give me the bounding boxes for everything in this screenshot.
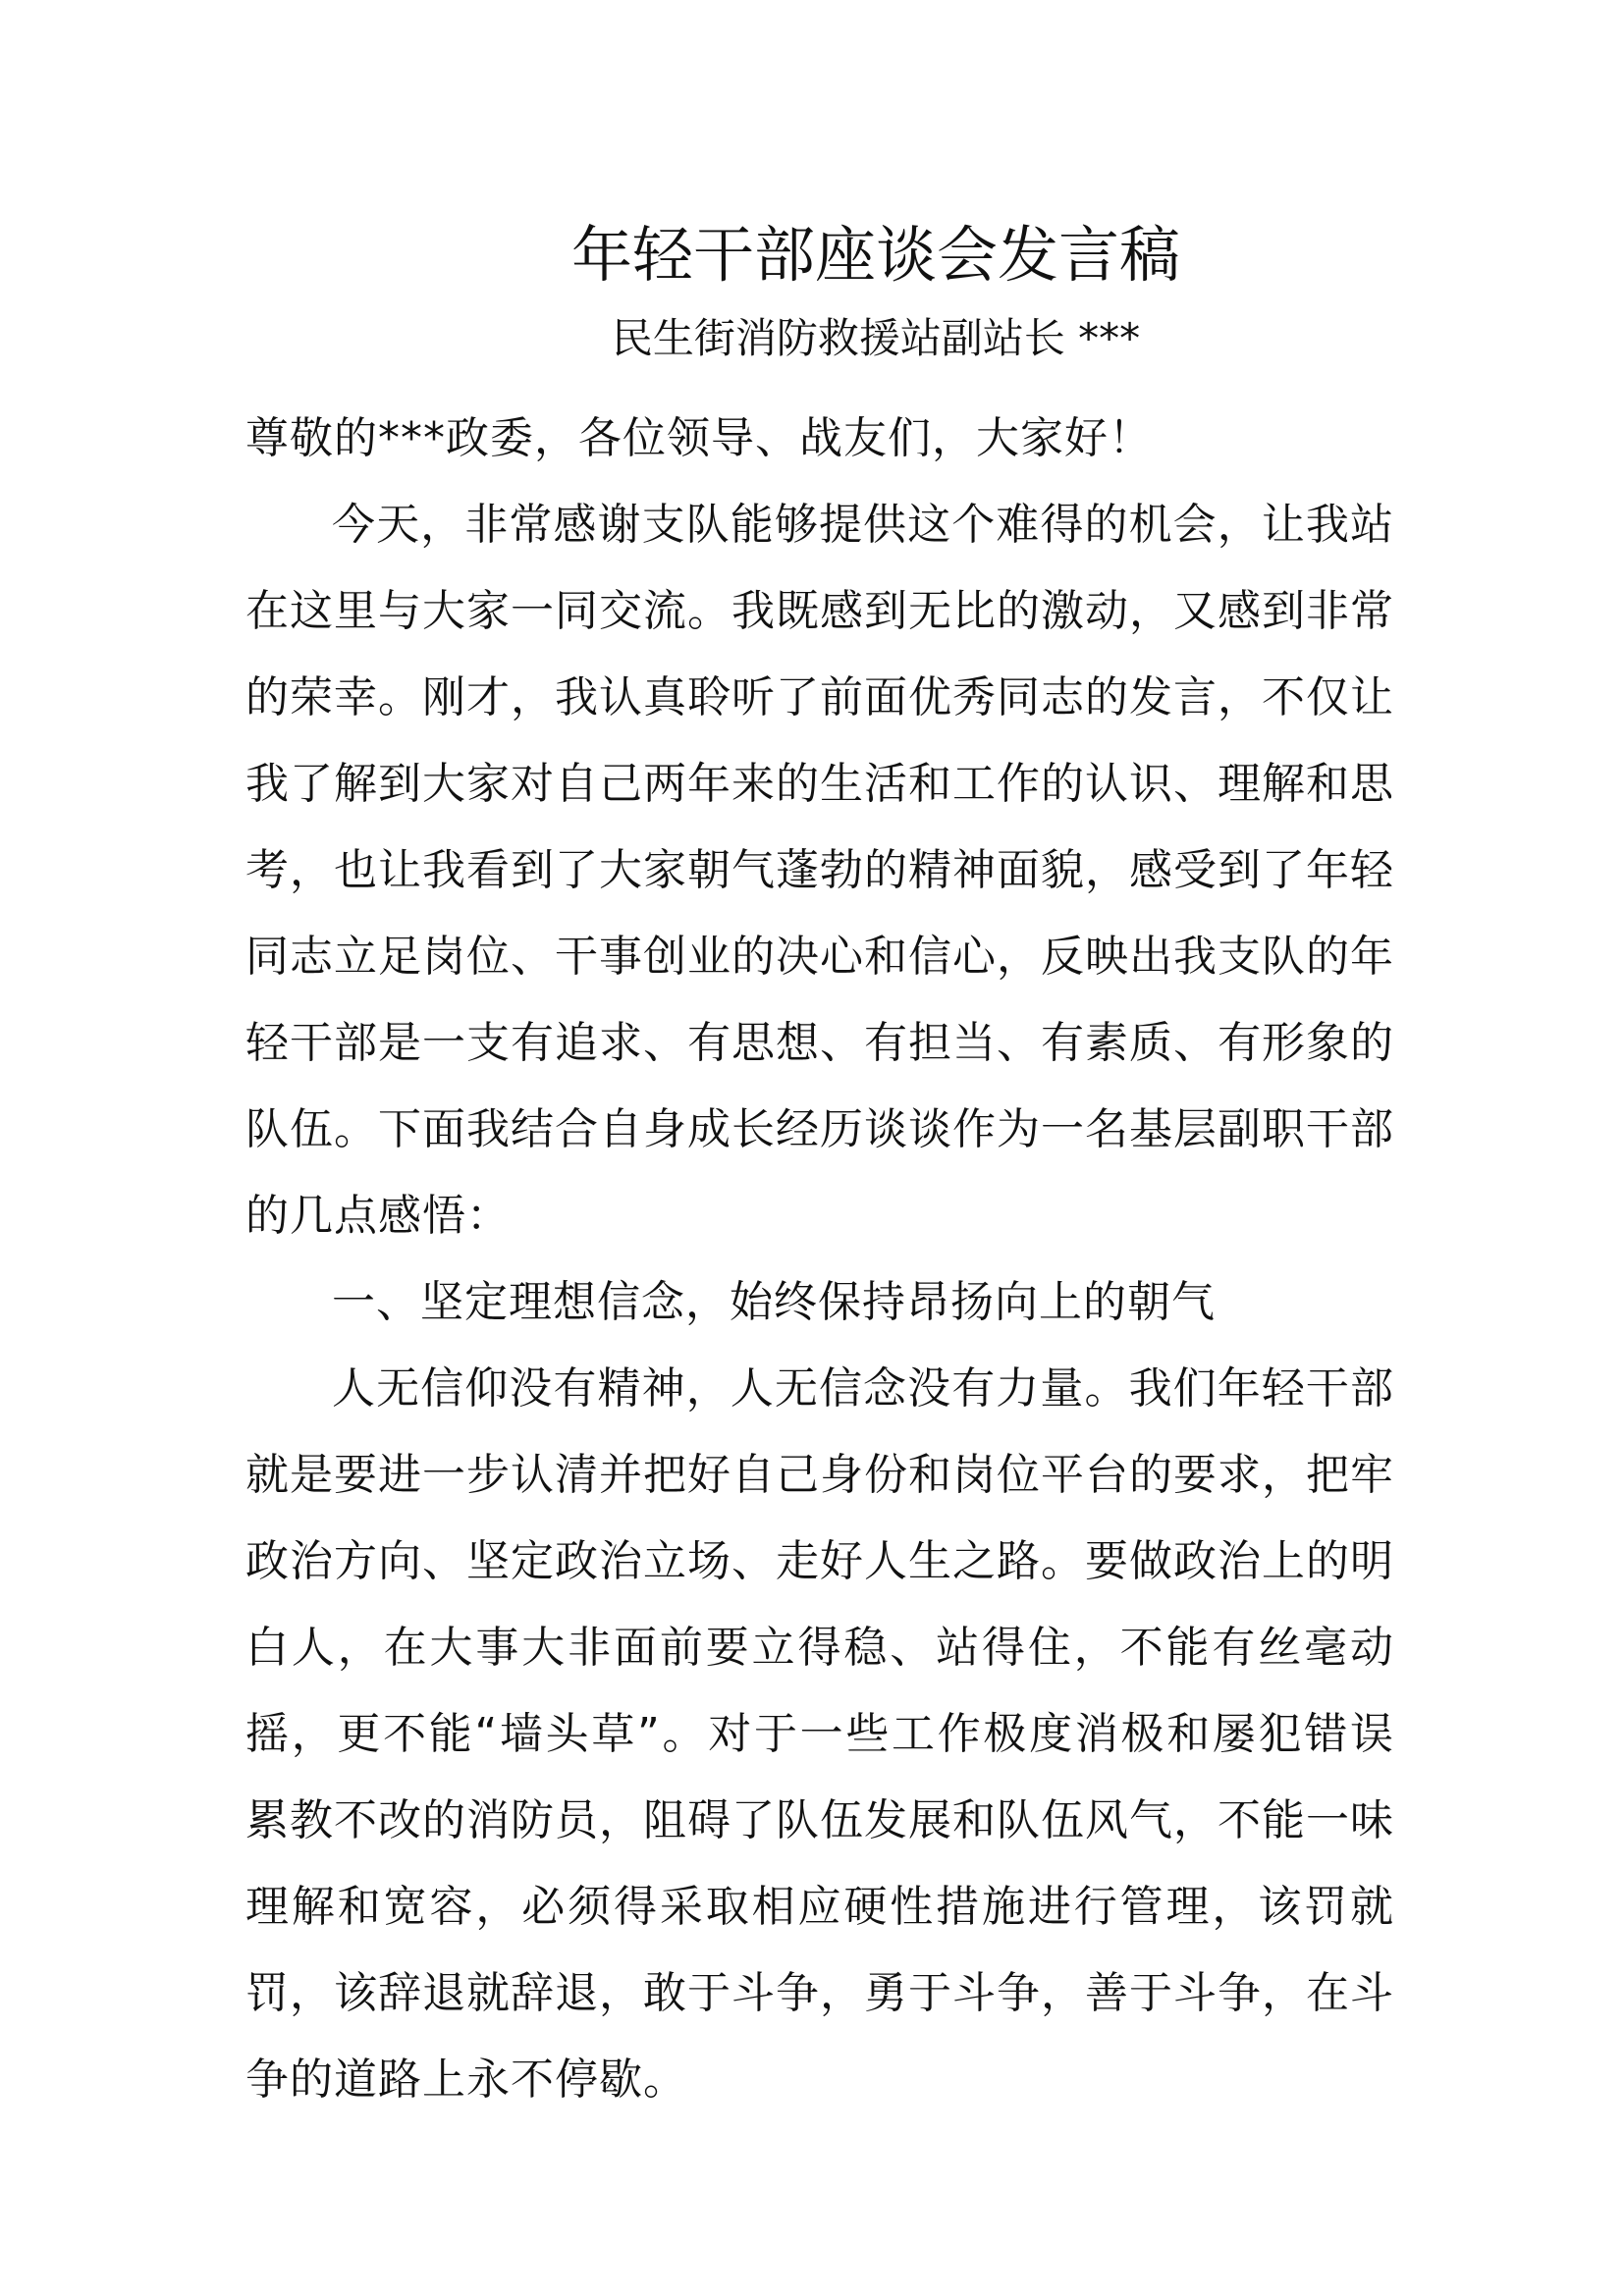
greeting: 尊敬的***政委，各位领导、战友们，大家好！ bbox=[245, 413, 1153, 463]
paragraph-section-1: 人无信仰没有精神，人无信念没有力量。我们年轻干部就是要进一步认清并把好自己身份和岗位平台的要求，把牢政治方向、坚定政治立场、走好人生之路。要做政治上的明白人，在大事大非面前要立得稳、站得住，不能有丝毫动摇，更不能“墙头草”。对于一些工作极度消极和屡犯错误累教不改的消防员，阻碍了队伍发展和队伍风气，不能一味理解和宽容，必须得采取相应硬性措施进行管理，该罚就罚，该辞退就辞退，敢于斗争，勇于斗争，善于斗争，在斗争的道路上永不停歇。 bbox=[245, 1363, 1394, 2105]
document-body bbox=[245, 396, 1394, 2123]
section-heading-1: 一、坚定理想信念，始终保持昂扬向上的朝气 bbox=[332, 1277, 1216, 1327]
paragraph-intro: 今天，非常感谢支队能够提供这个难得的机会，让我站在这里与大家一同交流。我既感到无比的激动，又感到非常的荣幸。刚才，我认真聆听了前面优秀同志的发言，不仅让我了解到大家对自己两年来的生活和工作的认识、理解和思考，也让我看到了大家朝气蓬勃的精神面貌，感受到了年轻同志立足岗位、干事创业的决心和信心，反映出我支队的年轻干部是一支有追求、有思想、有担当、有素质、有形象的队伍。下面我结合自身成长经历谈谈作为一名基层副职干部的几点感悟： bbox=[245, 500, 1394, 1241]
document-subtitle: 民生街消防救援站副站长 *** bbox=[611, 314, 1141, 362]
document-title: 年轻干部座谈会发言稿 bbox=[570, 219, 1180, 291]
